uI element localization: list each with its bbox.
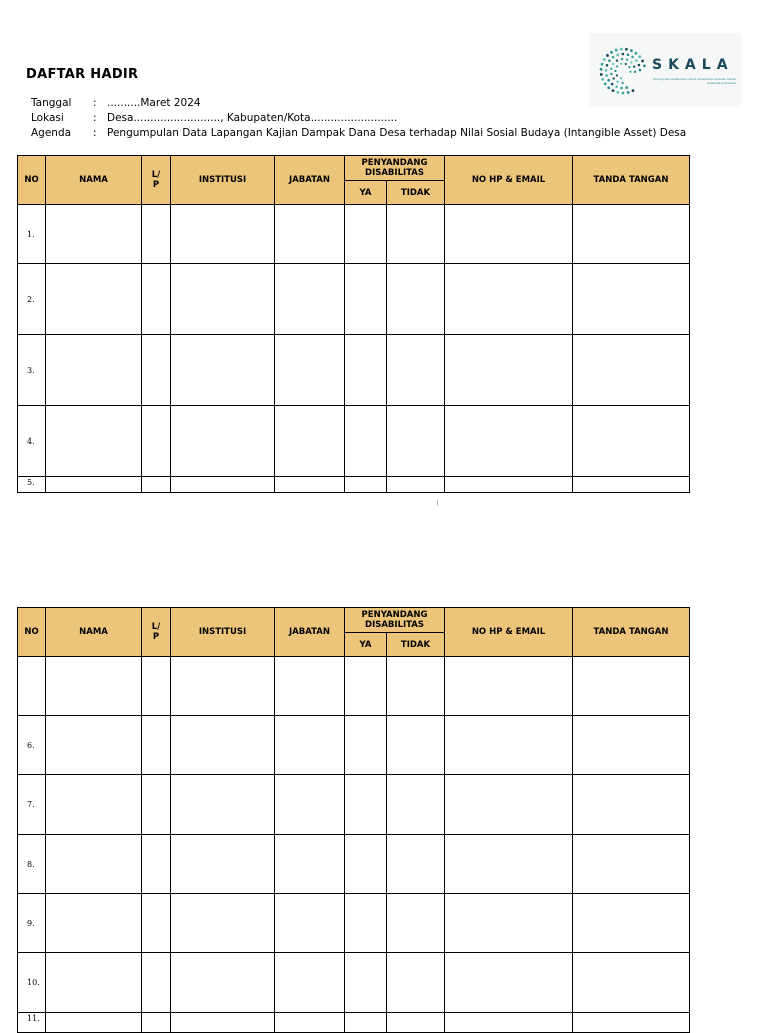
cell-nama[interactable] [46,335,142,406]
cell-nama[interactable] [46,953,142,1013]
cell-tidak[interactable] [387,775,445,835]
table-row [18,264,690,335]
cell-tanda-tangan[interactable] [573,1013,690,1033]
row-number: 1. [18,205,46,264]
cell-tanda-tangan[interactable] [573,406,690,477]
cell-lp[interactable] [142,894,171,953]
cell-tanda-tangan[interactable] [573,835,690,894]
cell-jabatan[interactable] [275,335,345,406]
header-nama: NAMA [46,156,142,205]
cell-ya[interactable] [345,335,387,406]
header-lp: L/ P [142,608,171,657]
meta-colon: : [93,112,97,124]
header-no: NO [18,156,46,205]
cell-institusi[interactable] [171,894,275,953]
cell-ya[interactable] [345,775,387,835]
cell-institusi[interactable] [171,205,275,264]
cell-lp[interactable] [142,953,171,1013]
header-nama: NAMA [46,608,142,657]
header-no: NO [18,608,46,657]
cell-nama[interactable] [46,894,142,953]
meta-label: Tanggal [31,97,72,109]
table-row [18,894,690,953]
cell-institusi[interactable] [171,264,275,335]
meta-colon: : [93,97,97,109]
cell-tidak[interactable] [387,835,445,894]
cell-lp[interactable] [142,775,171,835]
meta-row-lokasi [31,111,686,126]
cell-lp[interactable] [142,406,171,477]
cell-hp-email[interactable] [445,716,573,775]
header-disabilitas: PENYANDANG DISABILITAS [345,156,445,181]
cell-jabatan[interactable] [275,406,345,477]
table-row [18,775,690,835]
logo-wordmark: SKALA [652,57,734,73]
cell-tanda-tangan[interactable] [573,775,690,835]
cell-ya[interactable] [345,835,387,894]
cell-lp[interactable] [142,1013,171,1033]
cell-ya[interactable] [345,205,387,264]
row-number: 9. [18,894,46,953]
cell-nama[interactable] [46,477,142,493]
cell-institusi[interactable] [171,835,275,894]
cell-nama[interactable] [46,1013,142,1033]
meta-row-tanggal [31,96,686,111]
logo-tagline: Sinergi dan Kolaborasi untuk Akselerasi Layanan Dasar Australia-Indonesia [653,77,736,85]
cell-nama[interactable] [46,775,142,835]
cell-nama[interactable] [46,657,142,716]
cell-nama[interactable] [46,205,142,264]
cell-tidak[interactable] [387,657,445,716]
cell-institusi[interactable] [171,716,275,775]
header-jabatan: JABATAN [275,156,345,205]
meta-label: Agenda [31,127,72,139]
meta-row-agenda [31,126,686,141]
cell-hp-email[interactable] [445,657,573,716]
cell-ya[interactable] [345,1013,387,1033]
row-number: 4. [18,406,46,477]
cell-institusi[interactable] [171,335,275,406]
cell-jabatan[interactable] [275,775,345,835]
cell-jabatan[interactable] [275,835,345,894]
cell-tidak[interactable] [387,264,445,335]
cell-tidak[interactable] [387,1013,445,1033]
cell-lp[interactable] [142,335,171,406]
cell-hp-email[interactable] [445,335,573,406]
table-row [18,716,690,775]
cell-hp-email[interactable] [445,1013,573,1033]
header-hp-email: NO HP & EMAIL [445,156,573,205]
cell-institusi[interactable] [171,953,275,1013]
row-number: 3. [18,335,46,406]
cell-tanda-tangan[interactable] [573,894,690,953]
cell-hp-email[interactable] [445,205,573,264]
cell-tidak[interactable] [387,335,445,406]
cell-institusi[interactable] [171,406,275,477]
table-row [18,205,690,264]
table-row [18,335,690,406]
cell-lp[interactable] [142,205,171,264]
row-number [18,657,46,716]
header-tanda-tangan: TANDA TANGAN [573,608,690,657]
cell-ya[interactable] [345,477,387,493]
header-jabatan: JABATAN [275,608,345,657]
header-tidak: TIDAK [387,181,445,205]
meta-label: Lokasi [31,112,64,124]
cell-ya[interactable] [345,657,387,716]
cell-tanda-tangan[interactable] [573,953,690,1013]
cell-ya[interactable] [345,406,387,477]
header-tidak: TIDAK [387,633,445,657]
row-number: 11. [18,1013,46,1033]
meta-value: Desa.........................., Kabupaten/Kota.......................... [107,112,398,124]
cell-jabatan[interactable] [275,657,345,716]
cell-nama[interactable] [46,264,142,335]
cell-tanda-tangan[interactable] [573,335,690,406]
cell-hp-email[interactable] [445,477,573,493]
cell-jabatan[interactable] [275,205,345,264]
cell-tidak[interactable] [387,406,445,477]
cell-jabatan[interactable] [275,477,345,493]
row-number: 8. [18,835,46,894]
header-ya: YA [345,181,387,205]
cell-tidak[interactable] [387,205,445,264]
cell-tidak[interactable] [387,894,445,953]
cell-jabatan[interactable] [275,264,345,335]
row-number: 6. [18,716,46,775]
cell-ya[interactable] [345,894,387,953]
cell-nama[interactable] [46,835,142,894]
cell-tanda-tangan[interactable] [573,657,690,716]
cell-tanda-tangan[interactable] [573,477,690,493]
attendance-table-2 [17,607,690,1033]
table-row [18,657,690,716]
cell-lp[interactable] [142,264,171,335]
header-institusi: INSTITUSI [171,156,275,205]
attendance-table-1 [17,155,690,493]
table-row [18,477,690,493]
cell-ya[interactable] [345,716,387,775]
cell-tanda-tangan[interactable] [573,264,690,335]
cell-hp-email[interactable] [445,953,573,1013]
cell-tidak[interactable] [387,477,445,493]
cell-hp-email[interactable] [445,264,573,335]
header-hp-email: NO HP & EMAIL [445,608,573,657]
cell-jabatan[interactable] [275,716,345,775]
cell-hp-email[interactable] [445,775,573,835]
row-number: 2. [18,264,46,335]
table-row [18,1013,690,1033]
cell-hp-email[interactable] [445,406,573,477]
cell-lp[interactable] [142,477,171,493]
cell-institusi[interactable] [171,775,275,835]
meta-colon: : [93,127,97,139]
table-row [18,835,690,894]
cell-lp[interactable] [142,657,171,716]
cell-nama[interactable] [46,716,142,775]
cell-jabatan[interactable] [275,1013,345,1033]
cell-ya[interactable] [345,264,387,335]
cell-tanda-tangan[interactable] [573,205,690,264]
cell-tanda-tangan[interactable] [573,716,690,775]
cell-jabatan[interactable] [275,894,345,953]
cell-hp-email[interactable] [445,894,573,953]
skala-logo [589,33,741,107]
cell-nama[interactable] [46,406,142,477]
cell-hp-email[interactable] [445,835,573,894]
cell-institusi[interactable] [171,657,275,716]
cell-lp[interactable] [142,835,171,894]
row-number: 5. [18,477,46,493]
page-break-mark [437,500,438,506]
row-number: 7. [18,775,46,835]
cell-institusi[interactable] [171,477,275,493]
header-tanda-tangan: TANDA TANGAN [573,156,690,205]
header-lp: L/ P [142,156,171,205]
cell-institusi[interactable] [171,1013,275,1033]
cell-lp[interactable] [142,716,171,775]
meta-value: ..........Maret 2024 [107,97,201,109]
document-title: DAFTAR HADIR [26,67,139,82]
header-ya: YA [345,633,387,657]
cell-tidak[interactable] [387,716,445,775]
meta-block [31,96,686,141]
meta-value: Pengumpulan Data Lapangan Kajian Dampak Dana Desa terhadap Nilai Sosial Budaya (Intangible Asset) Desa [107,127,687,139]
cell-ya[interactable] [345,953,387,1013]
header-institusi: INSTITUSI [171,608,275,657]
row-number: 10. [18,953,46,1013]
spiral-dots-icon [589,33,649,107]
table-row [18,406,690,477]
cell-jabatan[interactable] [275,953,345,1013]
header-disabilitas: PENYANDANG DISABILITAS [345,608,445,633]
cell-tidak[interactable] [387,953,445,1013]
table-row [18,953,690,1013]
